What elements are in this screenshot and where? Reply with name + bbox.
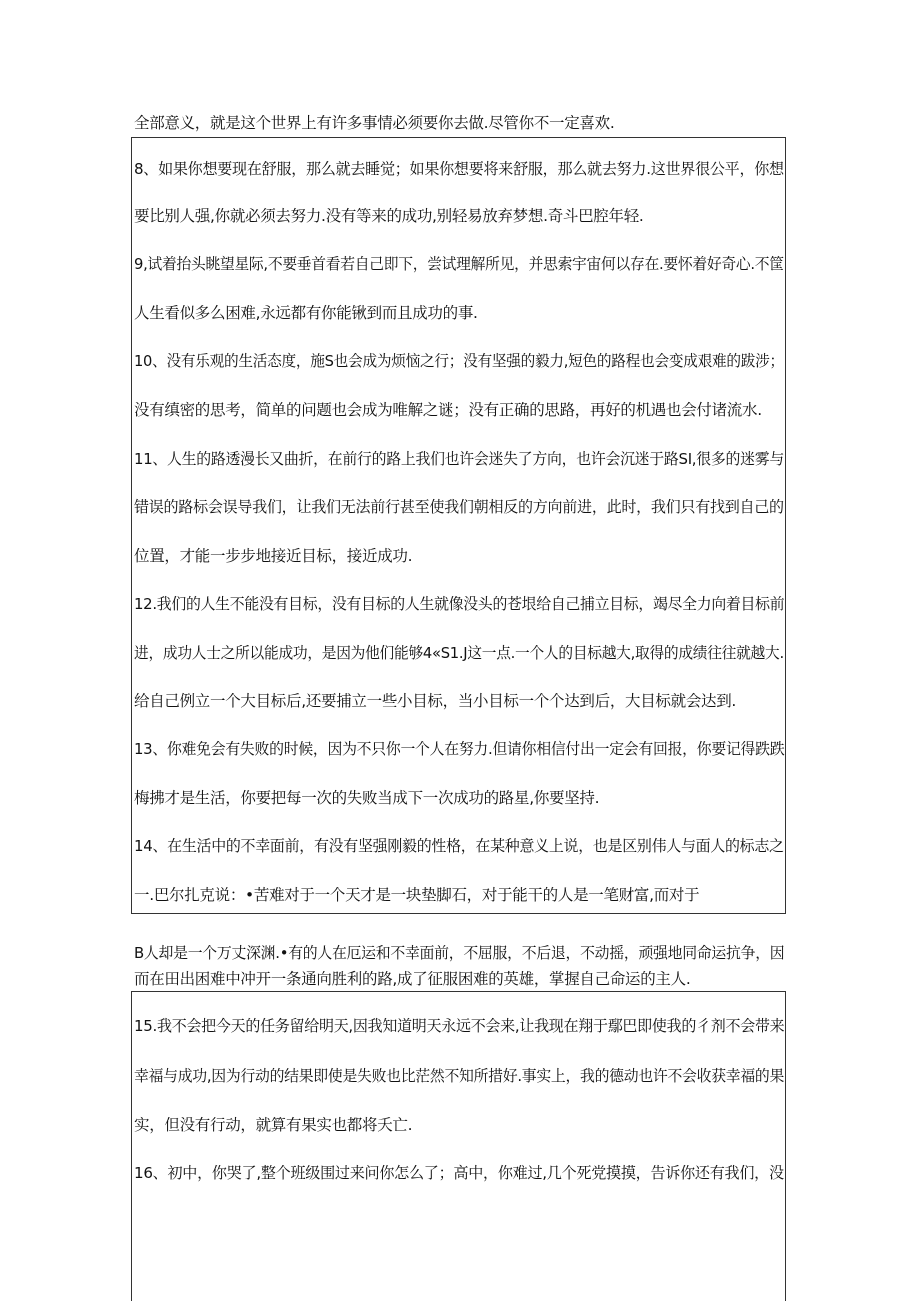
text-line: 一.巴尔扎克说：•苦难对于一个天才是一块垫脚石，对于能干的人是一笔财富,而对于 <box>134 886 700 904</box>
text-line: 而在田出困难中冲开一条通向胜利的路,成了征服困难的英雄，掌握自己命运的主人. <box>134 970 691 988</box>
text-line: 要比别人强,你就必须去努力.没有等来的成功,别轻易放弃梦想.奇斗巴腔年轻. <box>134 207 644 225</box>
text-line: B人却是一个万丈深渊.•有的人在厄运和不幸面前，不屈服，不后退，不动摇，顽强地同命运抗争，因 <box>134 944 785 962</box>
text-line: 实，但没有行动，就算有果实也都将夭亡. <box>134 1116 413 1134</box>
text-frame-bottom <box>131 991 786 1301</box>
text-line: 12.我们的人生不能没有目标，没有目标的人生就像没头的苍垠给自己捕立目标，竭尽全力向着目标前 <box>134 595 785 613</box>
text-line: 梅拂才是生活，你要把每一次的失败当成下一次成功的路星,你要坚持. <box>134 789 600 807</box>
text-line: 全部意义，就是这个世界上有许多事情必须要你去做.尽管你不一定喜欢. <box>134 114 615 132</box>
text-line: 幸福与成功,因为行动的结果即使是失败也比茫然不知所措好.事实上，我的德动也许不会收获幸福的果 <box>134 1067 785 1085</box>
text-line: 10、没有乐观的生活态度，施S也会成为烦恼之行；没有坚强的毅力,短色的路程也会变成艰难的跋涉； <box>134 352 784 370</box>
text-line: 给自己例立一个大目标后,还要捕立一些小目标，当小目标一个个达到后，大目标就会达到. <box>134 692 737 710</box>
text-line: 8、如果你想要现在舒服，那么就去睡觉；如果你想要将来舒服，那么就去努力.这世界很公平，你想 <box>134 160 784 178</box>
text-line: 14、在生活中的不幸面前，有没有坚强刚毅的性格，在某种意义上说，也是区别伟人与面人的标志之 <box>134 837 784 855</box>
text-line: 进，成功人士之所以能成功，是因为他们能够4«S1.J这一点.一个人的目标越大,取得的成绩往往就越大. <box>134 644 784 662</box>
text-line: 人生看似多么困难,永远都有你能锹到而且成功的事. <box>134 304 478 322</box>
text-line: 9,试着抬头眺望星际,不要垂首看若自己即下，尝试理解所见，并思索宇宙何以存在.要怀着好奇心.不筐 <box>134 255 784 273</box>
text-line: 13、你难免会有失败的时候，因为不只你一个人在努力.但请你相信付出一定会有回报，你要记得跌跌 <box>134 740 785 758</box>
text-line: 位置，才能一步步地接近目标，接近成功. <box>134 547 413 565</box>
text-line: 11、人生的路透漫长又曲折，在前行的路上我们也许会迷失了方向，也许会沉迷于路SI,很多的迷雾与 <box>134 450 784 468</box>
text-line: 15.我不会把今天的任务留给明天,因我知道明天永远不会来,让我现在翔于鄢巴即使我的彳剂不会带来 <box>134 1017 785 1035</box>
text-line: 没有缜密的思考，简单的问题也会成为唯解之谜；没有正确的思路，再好的机遇也会付诸流水. <box>134 401 762 419</box>
text-line: 错误的路标会误导我们，让我们无法前行甚至使我们朝相反的方向前进，此时，我们只有找到自己的 <box>134 498 784 516</box>
text-line: 16、初中，你哭了,整个班级围过来问你怎么了；高中，你难过,几个死党摸摸，告诉你还有我们，没 <box>134 1164 784 1182</box>
